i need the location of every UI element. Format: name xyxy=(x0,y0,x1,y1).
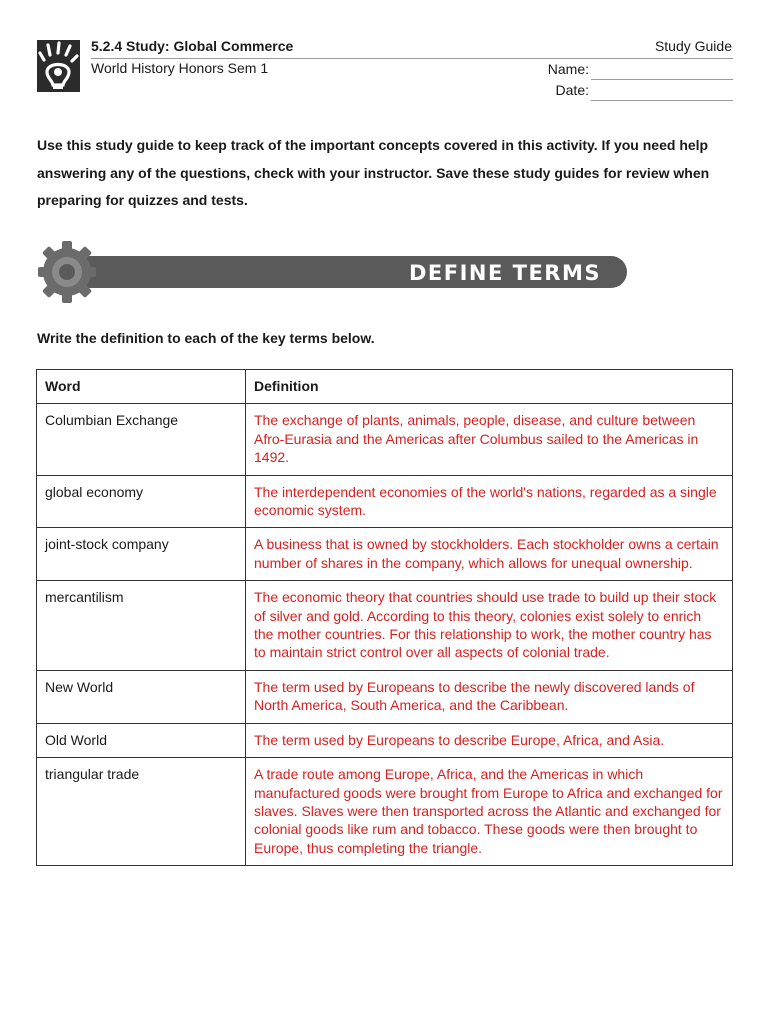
term-word: Columbian Exchange xyxy=(37,404,246,475)
term-word: global economy xyxy=(37,475,246,528)
term-word: joint-stock company xyxy=(37,528,246,581)
banner-label: DEFINE TERMS xyxy=(408,261,601,285)
term-word: mercantilism xyxy=(37,581,246,671)
gear-icon xyxy=(38,241,96,303)
term-definition: A trade route among Europe, Africa, and the Americas in which manufactured goods were brought from Europe to Africa and exchanged for slaves. Slaves were then transported across the Atlantic and exchanged for colonial goods like rum and tobacco. These goods were then brought to Europe, thus completing the triangle. xyxy=(246,758,733,866)
term-word: Old World xyxy=(37,723,246,757)
course-name: World History Honors Sem 1 xyxy=(91,60,269,76)
table-header-row xyxy=(37,370,733,404)
name-label: Name: xyxy=(547,61,589,77)
table-row xyxy=(37,404,733,475)
column-header-definition: Definition xyxy=(246,370,733,404)
name-field[interactable] xyxy=(591,79,733,80)
term-word: triangular trade xyxy=(37,758,246,866)
table-row xyxy=(37,475,733,528)
column-header-word: Word xyxy=(37,370,246,404)
define-terms-banner xyxy=(36,240,630,304)
key-terms-table xyxy=(36,369,733,866)
table-row xyxy=(37,528,733,581)
term-definition: The term used by Europeans to describe Europe, Africa, and Asia. xyxy=(246,723,733,757)
term-definition: The term used by Europeans to describe the newly discovered lands of North America, South America, and the Caribbean. xyxy=(246,670,733,723)
intro-paragraph: Use this study guide to keep track of the important concepts covered in this activity. If you need help answering any of the questions, check with your instructor. Save these study guides for review when preparing for quizzes and tests. xyxy=(37,137,710,208)
table-row xyxy=(37,758,733,866)
term-definition: The interdependent economies of the world's nations, regarded as a single economic system. xyxy=(246,475,733,528)
table-row xyxy=(37,581,733,671)
activity-title: 5.2.4 Study: Global Commerce xyxy=(91,38,294,54)
term-definition: A business that is owned by stockholders. Each stockholder owns a certain number of shares in the company, which allows for unequal ownership. xyxy=(246,528,733,581)
document-type: Study Guide xyxy=(654,38,732,54)
header-divider xyxy=(91,58,733,59)
table-row xyxy=(37,723,733,757)
hand-lightbulb-logo-icon xyxy=(37,40,80,92)
date-label: Date: xyxy=(555,82,589,98)
term-word: New World xyxy=(37,670,246,723)
instruction-text: Write the definition to each of the key terms below. xyxy=(37,330,375,346)
date-field[interactable] xyxy=(591,100,733,101)
table-row xyxy=(37,670,733,723)
term-definition: The exchange of plants, animals, people, disease, and culture between Afro-Eurasia and the Americas after Columbus sailed to the Americas in 1492. xyxy=(246,404,733,475)
term-definition: The economic theory that countries should use trade to build up their stock of silver and gold. According to this theory, colonies exist solely to enrich the mother countries. For this relationship to work, the mother country has to maintain strict control over all aspects of colonial trade. xyxy=(246,581,733,671)
